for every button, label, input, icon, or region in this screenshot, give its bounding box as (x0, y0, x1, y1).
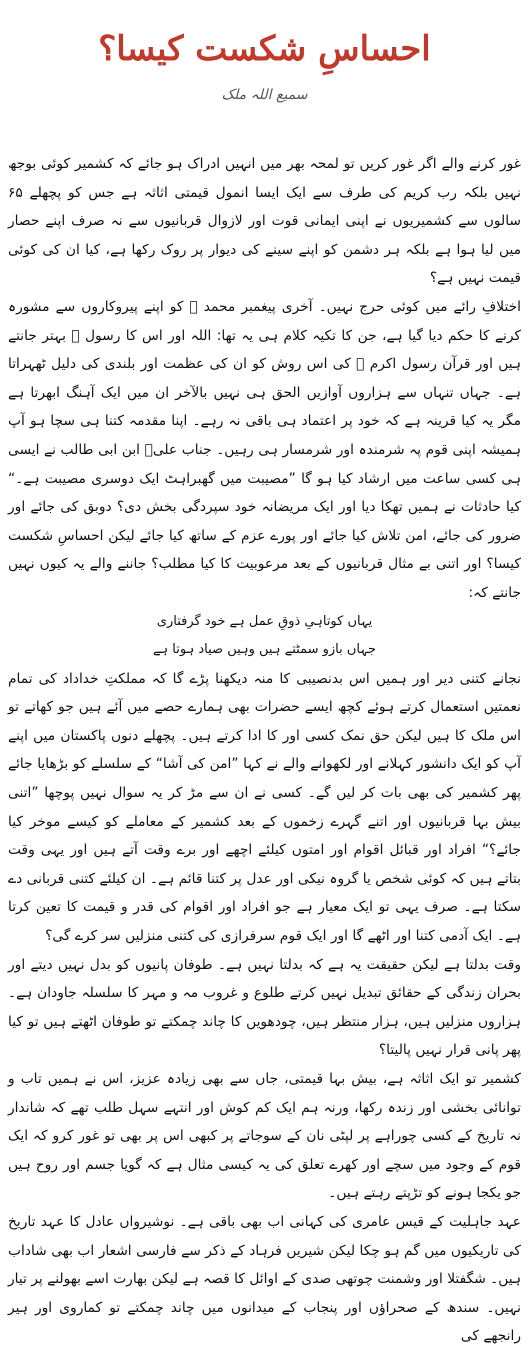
paragraph: نجانے کتنی دیر اور ہمیں اس بدنصیبی کا منہ دیکھنا پڑے گا کہ مملکتِ خداداد کی تمام نعمتیں استعمال کرتے ہوئے کچھ ایسے حضرات بھی ہمارے حصے میں آئے ہیں جو کھاتے تو اس ملک کا ہیں لیکن حق نمک کسی اور کا ادا کرتے ہیں۔ پچھلے دنوں پاکستان میں اپنے آپ کو ایک دانشور کہلانے اور لکھوانے والے نے کہا ”امن کی آشا“ کے سلسلے کو بڑھایا جائے پھر کشمیر کی بھی بات کر لیں گے۔ کسی نے ان سے مڑ کر یہ سوال نہیں پوچھا ”اتنی بیش بہا قربانیوں اور اتنے گہرے زخموں کے بعد کشمیر کے معاملے کو کیسے موخر کیا جائے؟“ افراد اور قبائل اقوام اور امتوں کیلئے اچھے اور برے وقت آتے ہیں اور یہی وقت بتاتے ہیں کہ کوئی شخص یا گروہ نیکی اور عدل پر کتنا قائم ہے۔ ان کیلئے کتنی قربانی دے سکتا ہے۔ صرف یہی تو ایک معیار ہے جو افراد اور اقوام کی قدر و قیمت کا تعین کرتا ہے۔ ایک آدمی کتنا اور اٹھے گا اور ایک قوم سرفرازی کی کتنی منزلیں سر کرے گی؟ (8, 670, 521, 945)
paragraph: عہد جاہلیت کے قیس عامری کی کہانی اب بھی باقی ہے۔ نوشیرواں عادل کا عہد تاریخ کی تاریکیوں میں گم ہو چکا لیکن شیریں فرہاد کے ذکر سے فارسی اشعار اب بھی شاداب ہیں۔ شگفتلا اور وشمنت چوتھی صدی کے اوائل کا قصہ ہے لیکن بھارت اسے بھولنے پر تیار نہیں۔ سندھ کے صحراؤں اور پنجاب کے میدانوں میں چاند چمکتے تو کماروی اور ہیر رانجھے کی (8, 1213, 521, 1345)
paragraph: غور کرنے والے اگر غور کریں تو لمحہ بھر میں انہیں ادراک ہو جائے کہ کشمیر کوئی بوجھ نہیں بلکہ رب کریم کی طرف سے ایک ایسا انمول قیمتی اثاثہ ہے جس کو پچھلے ۶۵ سالوں سے کشمیریوں نے اپنی ایمانی قوت اور لازوال قربانیوں سے نہ صرف اپنے حصار میں لیا ہوا ہے بلکہ ہر دشمن کو اپنے سینے کی دیوار پر روک رکھا ہے، کیا ان کی کوئی قیمت نہیں ہے؟ (8, 156, 521, 287)
paragraph: وقت بدلتا ہے لیکن حقیقت یہ ہے کہ بدلتا نہیں ہے۔ طوفان پانیوں کو بدل نہیں دیتے اور بحران زندگی کے حقائق تبدیل نہیں کرتے طلوع و غروب مہ و مہر کا سلسلہ جاودان ہے۔ ہزاروں منزلیں ہیں، ہزار منتظر ہیں، چودھویں کا چاند چمکتے تو طوفان اٹھتے ہیں تو کیا پھر پانی قرار نہیں پالیتا؟ (8, 956, 521, 1059)
author-byline: سمیع اللہ ملک (221, 87, 308, 103)
verse-line: یہاں کوتاہیِ ذوقِ عمل ہے خود گرفتاری (156, 613, 373, 629)
article-body (8, 150, 521, 1351)
verse-block (8, 608, 521, 665)
paragraph: کشمیر تو ایک اثاثہ ہے، بیش بہا قیمتی، جاں سے بھی زیادہ عزیز، اس نے ہمیں تاب و توانائی بخشی اور زندہ رکھا، ورنہ ہم ایک کم کوش اور انتہے سہل طلب تھے کہ شاندار نہ تاریخ کے کسی چوراہے پر لپٹی نان کے سوجاتے پر کبھی اس پر بھی تو غور کرو کہ ایک قوم کے وجود میں سچے اور کھرے تعلق کی یہ کیسی مثال ہے کہ گویا جسم اور روح ہیں جو یکجا ہونے کو تڑپتے رہتے ہیں۔ (8, 1071, 521, 1202)
article-title: احساسِ شکست کیسا؟ (98, 29, 431, 69)
verse-line: جہاں بازو سمٹتے ہیں وہیں صیاد ہوتا ہے (152, 642, 377, 658)
paragraph: اختلافِ رائے میں کوئی حرج نہیں۔ آخری پیغمبر محمد ﷺ کو اپنے پیروکاروں سے مشورہ کرنے کا حکم دیا گیا ہے، جن کا تکیہ کلام ہی یہ تھا: اللہ اور اس کا رسول ﷺ بہتر جانتے ہیں اور قرآن رسول اکرم ﷺ کی اس روش کو ان کی عظمت اور بلندی کی دلیل ٹھہراتا ہے۔ جہاں تنہاں سے ہزاروں آوازیں الحق ہی نہیں بالآخر ان میں ایک آہنگ ابھرتا ہے مگر یہ کیا قرینہ ہے کہ خود پر اعتماد ہی باقی نہ رہے۔ اپنا مقدمہ کتنا ہی سچا ہو آپ ہمیشہ اپنی قوم پہ شرمندہ اور شرمسار ہی رہیں۔ جناب علیؓ ابن ابی طالب نے ایسی ہی کسی ساعت میں ارشاد کیا ہو گا ”مصیبت میں گھبراہٹ ایک دوسری مصیبت ہے۔“ کیا حادثات نے ہمیں تھکا دیا اور ایک مریضانہ خود سپردگی بخش دی؟ دوبق کی جائے اور ضرور کی جائے، امن تلاش کیا جائے اور پورے عزم کے ساتھ کیا جائے لیکن احساسِ شکست کیسا؟ اور اتنی بے مثال قربانیوں کے بعد مرعوبیت کا کیا مطلب؟ جاننے والے یہ کیوں نہیں جانتے کہ: (8, 298, 521, 601)
